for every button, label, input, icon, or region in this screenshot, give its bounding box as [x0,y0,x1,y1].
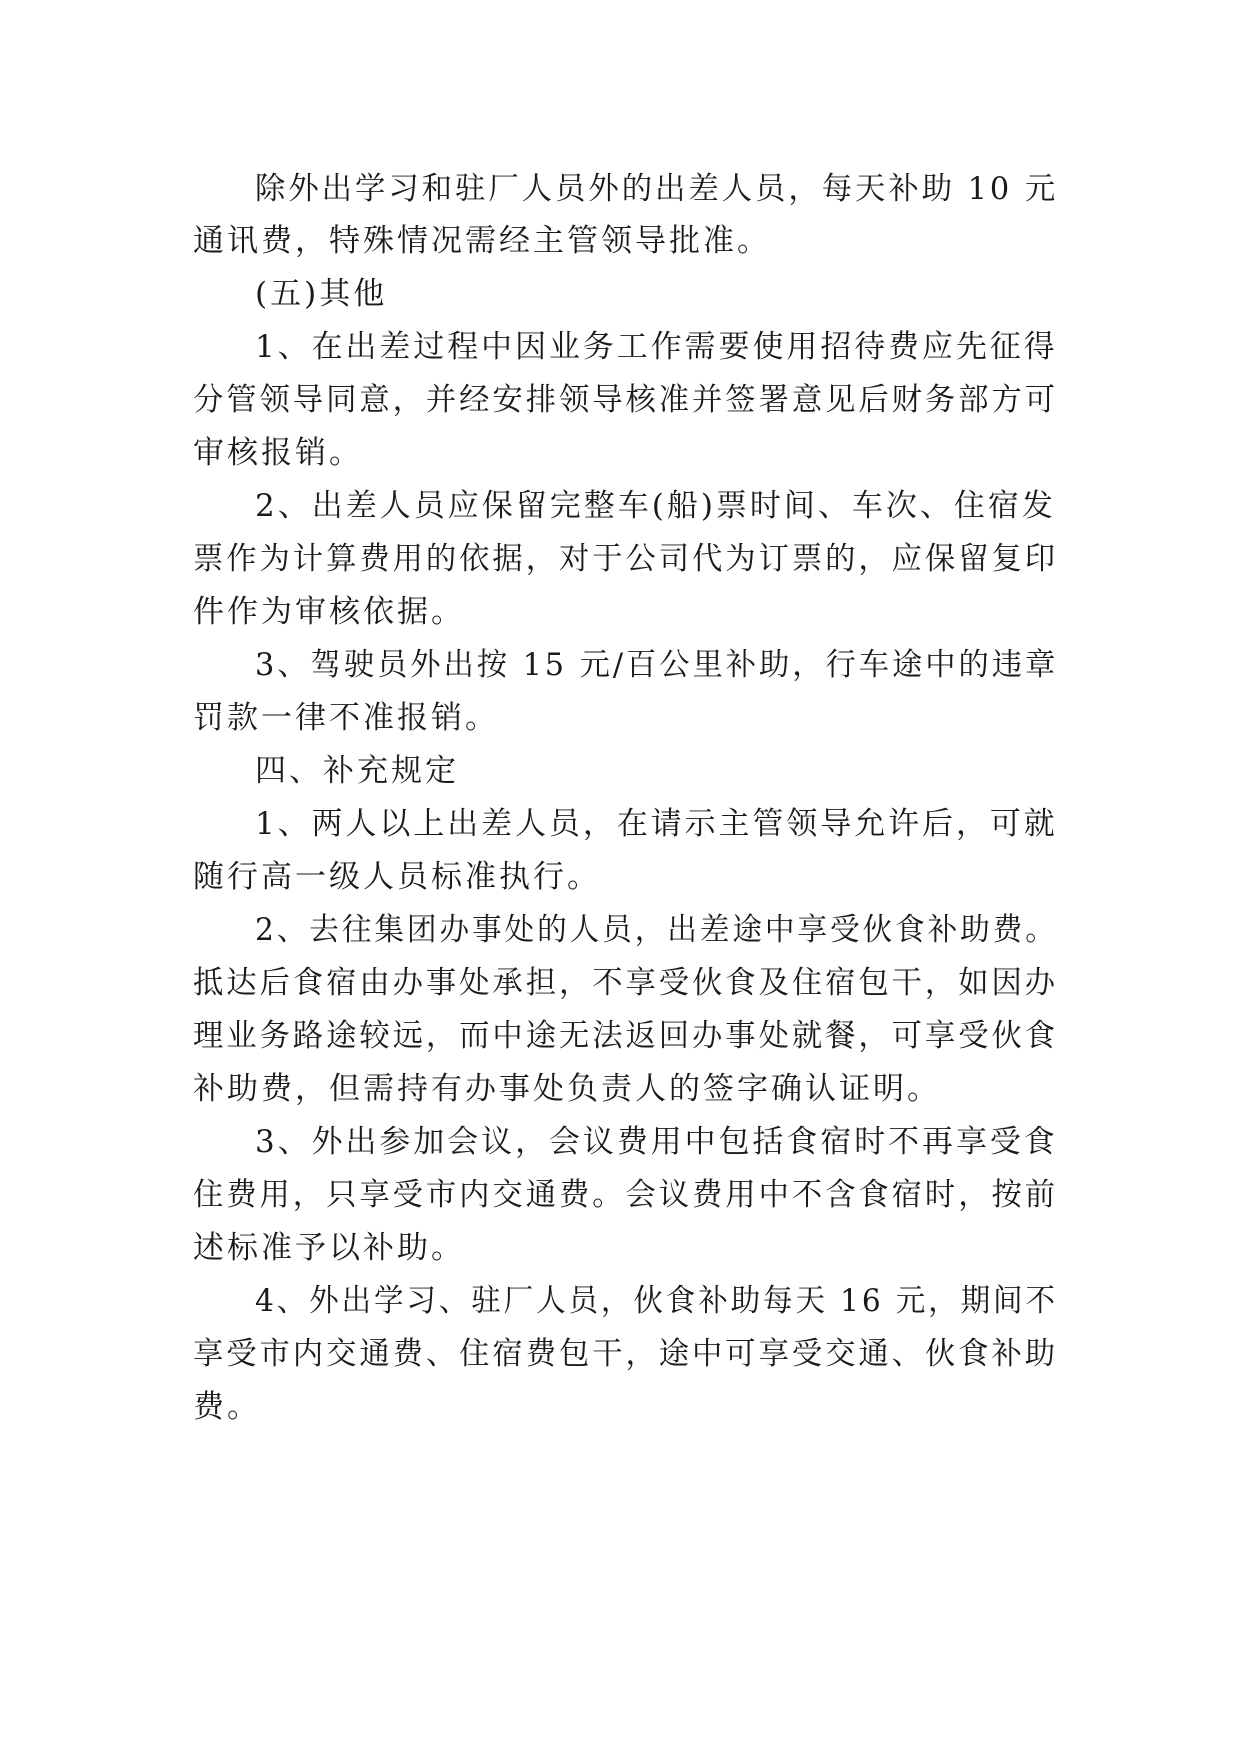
section-heading: 四、补充规定 [255,753,459,789]
text-line: 3、驾驶员外出按 15 元/百公里补助，行车途中的违章 [255,647,1059,683]
text-line: 4、外出学习、驻厂人员，伙食补助每天 16 元，期间不 [255,1283,1058,1319]
text-line: 1、在出差过程中因业务工作需要使用招待费应先征得 [255,329,1058,365]
text-line: 件作为审核依据。 [193,594,465,630]
section-heading: (五)其他 [255,276,388,312]
text-line: 审核报销。 [193,435,363,471]
text-line: 费。 [193,1389,261,1425]
text-line: 住费用，只享受市内交通费。会议费用中不含食宿时，按前 [193,1177,1058,1213]
text-line: 抵达后食宿由办事处承担，不享受伙食及住宿包干，如因办 [193,965,1058,1001]
text-line: 享受市内交通费、住宿费包干，途中可享受交通、伙食补助 [193,1336,1058,1372]
text-line: 理业务路途较远，而中途无法返回办事处就餐，可享受伙食 [193,1018,1058,1054]
text-line: 罚款一律不准报销。 [193,700,499,736]
text-line: 通讯费，特殊情况需经主管领导批准。 [193,223,771,259]
text-line: 2、去往集团办事处的人员，出差途中享受伙食补助费。 [255,912,1058,948]
text-line: 1、两人以上出差人员，在请示主管领导允许后，可就 [255,806,1058,842]
text-line: 述标准予以补助。 [193,1230,465,1266]
text-line: 2、出差人员应保留完整车(船)票时间、车次、住宿发 [255,488,1056,524]
text-line: 分管领导同意，并经安排领导核准并签署意见后财务部方可 [193,382,1058,418]
text-line: 票作为计算费用的依据，对于公司代为订票的，应保留复印 [193,541,1058,577]
text-line: 除外出学习和驻厂人员外的出差人员，每天补助 10 元 [255,171,1059,207]
text-line: 随行高一级人员标准执行。 [193,859,601,895]
text-line: 3、外出参加会议，会议费用中包括食宿时不再享受食 [255,1124,1058,1160]
text-line: 补助费，但需持有办事处负责人的签字确认证明。 [193,1071,941,1107]
